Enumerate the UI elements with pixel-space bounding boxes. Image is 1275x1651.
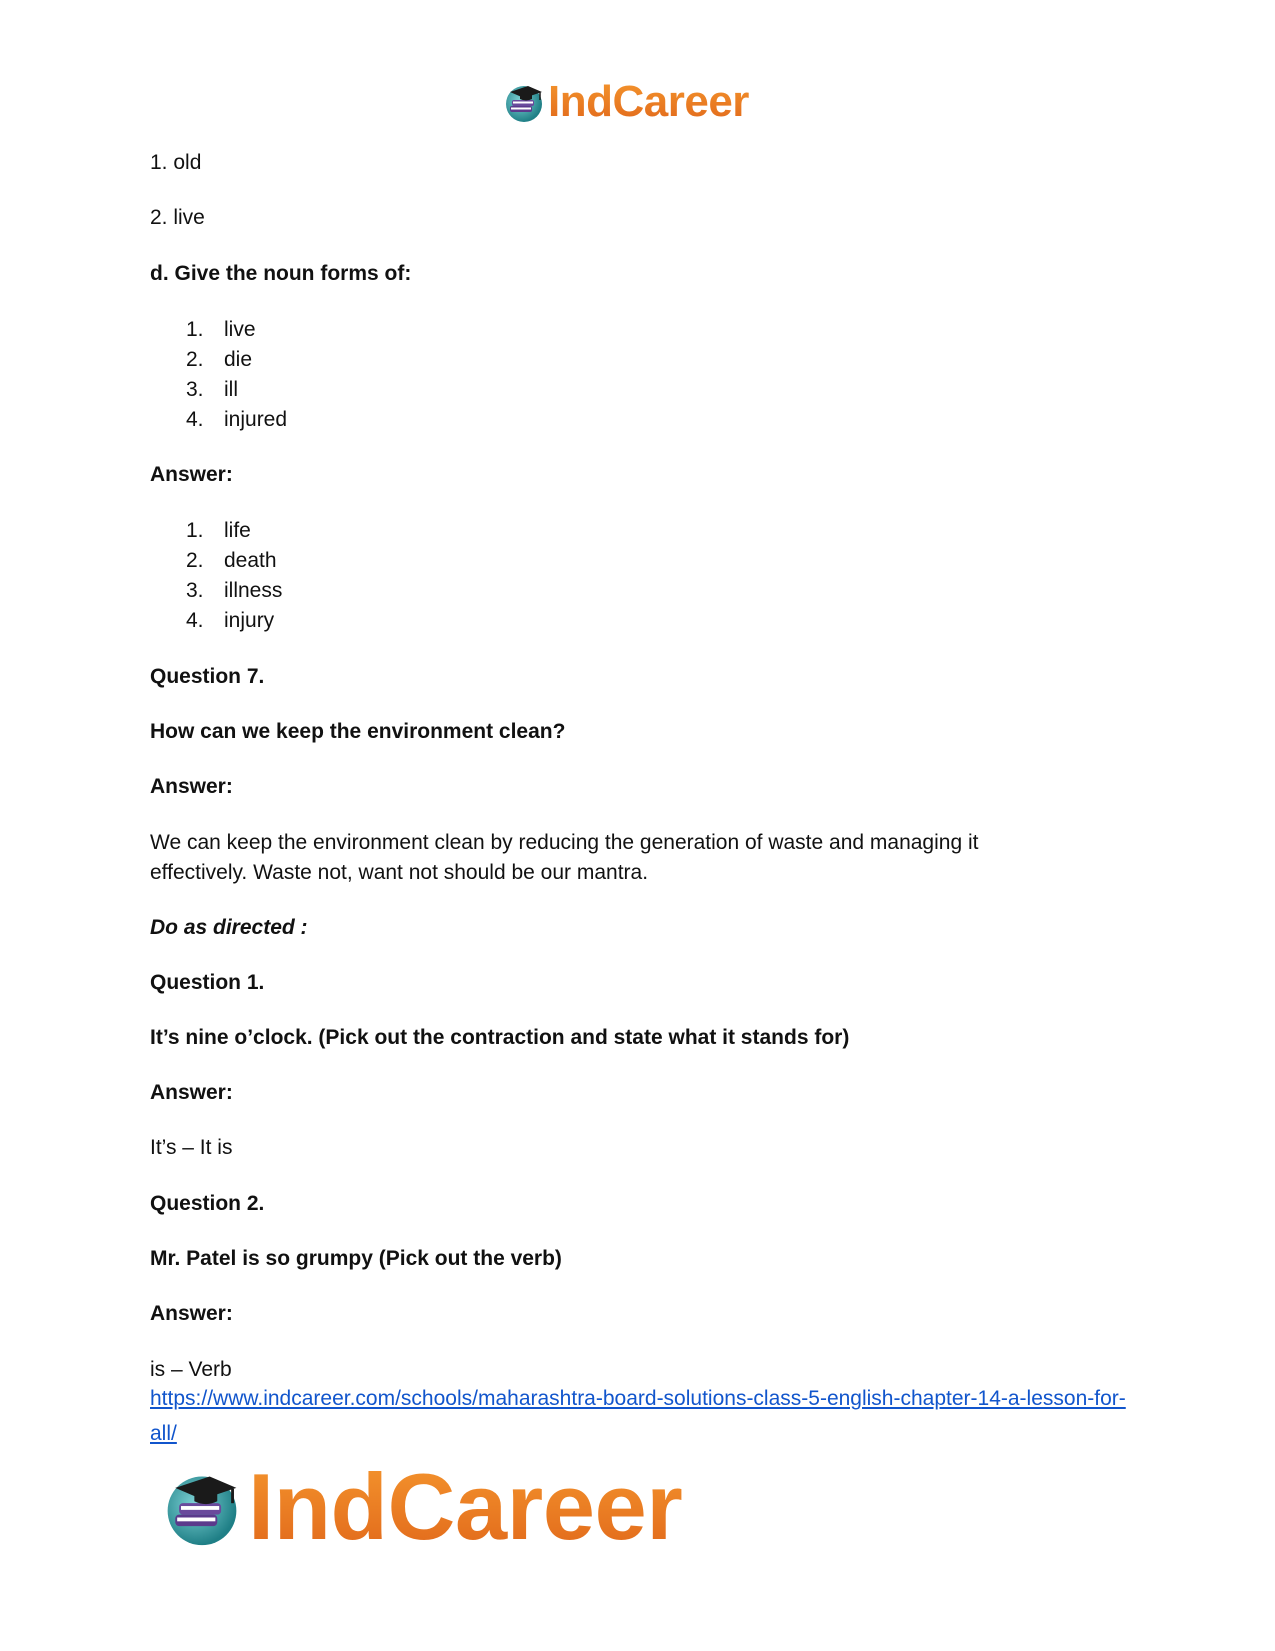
list-number: 1.	[186, 318, 204, 341]
list-item-old: 1. old	[150, 151, 202, 174]
list-text: die	[224, 348, 253, 371]
brand-name: IndCareer	[248, 1454, 683, 1559]
list-text: ill	[224, 378, 238, 401]
list-number: 2.	[186, 549, 204, 572]
answer-label: Answer:	[150, 1302, 233, 1325]
list-text: life	[224, 519, 251, 542]
answer-text: is – Verb	[150, 1358, 232, 1381]
question-text: It’s nine o’clock. (Pick out the contraction and state what it stands for)	[150, 1026, 850, 1049]
list-number: 4.	[186, 408, 204, 431]
list-number: 2.	[186, 348, 204, 371]
list-number: 3.	[186, 579, 204, 602]
list-number: 3.	[186, 378, 204, 401]
list-text: injured	[224, 408, 288, 431]
list-text: illness	[224, 579, 283, 602]
answer-label: Answer:	[150, 463, 233, 486]
answer-paragraph: We can keep the environment clean by reducing the generation of waste and managing it effectively. Waste not, want not should be our mantra.	[150, 831, 979, 884]
question-text: Mr. Patel is so grumpy (Pick out the verb)	[150, 1247, 562, 1270]
list-item-live: 2. live	[150, 206, 205, 229]
question-heading: Question 1.	[150, 971, 265, 994]
brand-name: IndCareer	[548, 77, 749, 126]
answer-label: Answer:	[150, 1081, 233, 1104]
graduation-cap-books-globe-icon	[502, 80, 546, 124]
answer-label: Answer:	[150, 775, 233, 798]
list-text: death	[224, 549, 277, 572]
footer-logo	[160, 1454, 683, 1559]
answer-text: It’s – It is	[150, 1136, 233, 1159]
header-logo	[502, 78, 749, 126]
section-heading-noun-forms: d. Give the noun forms of:	[150, 262, 412, 285]
list-number: 4.	[186, 609, 204, 632]
question-text: How can we keep the environment clean?	[150, 720, 566, 743]
section-heading-do-as-directed: Do as directed :	[150, 916, 308, 939]
graduation-cap-books-globe-icon	[160, 1465, 244, 1549]
source-link[interactable]: https://www.indcareer.com/schools/maharashtra-board-solutions-class-5-english-chapter-14-a-lesson-for-all/	[150, 1387, 1126, 1445]
list-text: injury	[224, 609, 275, 632]
question-heading: Question 7.	[150, 665, 265, 688]
list-number: 1.	[186, 519, 204, 542]
list-text: live	[224, 318, 256, 341]
question-heading: Question 2.	[150, 1192, 265, 1215]
